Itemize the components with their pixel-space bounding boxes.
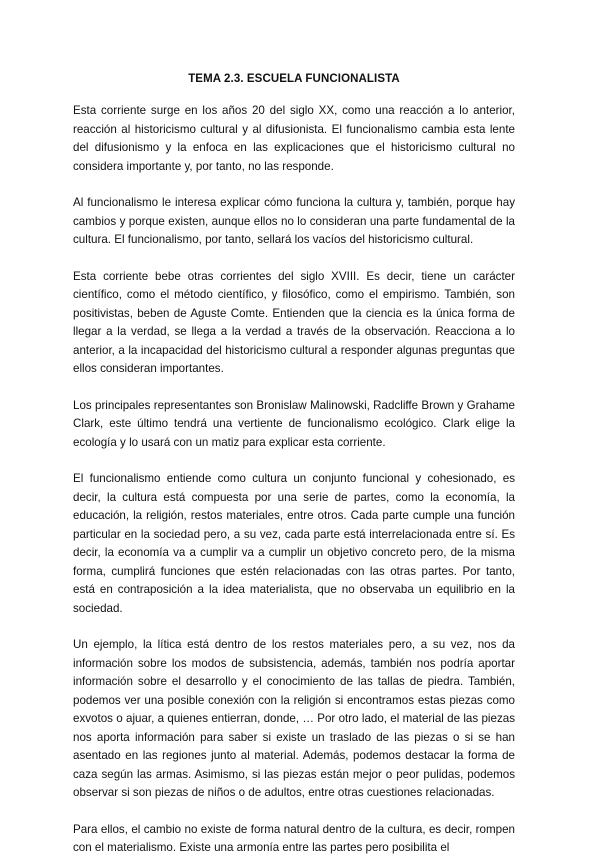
paragraph: Un ejemplo, la lítica está dentro de los restos materiales pero, a su vez, nos da información sobre los modos de subsistencia, además, también nos podría aportar información sobre el desarrollo y el conocimiento de las tallas de piedra. También, podemos ver una posible conexión con la religión si encontramos estas piezas como exvotos o ajuar, a quienes entierran, donde, … Por otro lado, el material de las piezas nos aporta información para saber si existe un traslado de las piezas o si se han asentado en las regiones junto al material. Además, podemos destacar la forma de caza según las armas. Asimismo, si las piezas están mejor o peor pulidas, podemos observar si son piezas de niños o de adultos, entre otras cuestiones relacionadas. [73,638,515,799]
paragraph: Al funcionalismo le interesa explicar cómo funciona la cultura y, también, porque hay cambios y porque existen, aunque ellos no lo consideran una parte fundamental de la cultura. El funcionalismo, por tanto, sellará los vacíos del historicismo cultural. [73,196,515,246]
paragraph: Para ellos, el cambio no existe de forma natural dentro de la cultura, es decir, rompen con el materialismo. Existe una armonía entre las partes pero posibilita el [73,822,515,854]
paragraph: Los principales representantes son Bronislaw Malinowski, Radcliffe Brown y Grahame Clark, este último tendrá una vertiente de funcionalismo ecológico. Clark elige la ecología y lo usará con un matiz para explicar esta corriente. [73,398,515,449]
paragraph: El funcionalismo entiende como cultura un conjunto funcional y cohesionado, es decir, la cultura está compuesta por una serie de partes, como la economía, la educación, la religión, restos materiales, entre otros. Cada parte cumple una función particular en la sociedad pero, a su vez, cada parte está interrelacionada entre sí. Es decir, la economía va a cumplir va a cumplir un objetivo concreto pero, de la misma forma, cumplirá funciones que estén relacionadas con las otras partes. Por tanto, está en contraposición a la idea materialista, que no observaba un equilibrio en la sociedad. [73,472,515,615]
paragraph: Esta corriente bebe otras corrientes del siglo XVIII. Es decir, tiene un carácter científico, como el método científico, y filosófico, como el empirismo. También, son positivistas, beben de Aguste Comte. Entienden que la ciencia es la única forma de llegar a la verdad, se llega a la verdad a través de la observación. Reacciona a lo anterior, a la incapacidad del historicismo cultural a responder algunas preguntas que ellos consideran importantes. [73,269,515,375]
paragraph: Esta corriente surge en los años 20 del siglo XX, como una reacción a lo anterior, reacción al historicismo cultural y al difusionista. El funcionalismo cambia esta lente del difusionismo y la enfoca en las explicaciones que el historicismo cultural no considera importante y, por tanto, no las responde. [73,104,515,173]
document-title: TEMA 2.3. ESCUELA FUNCIONALISTA [188,73,400,85]
